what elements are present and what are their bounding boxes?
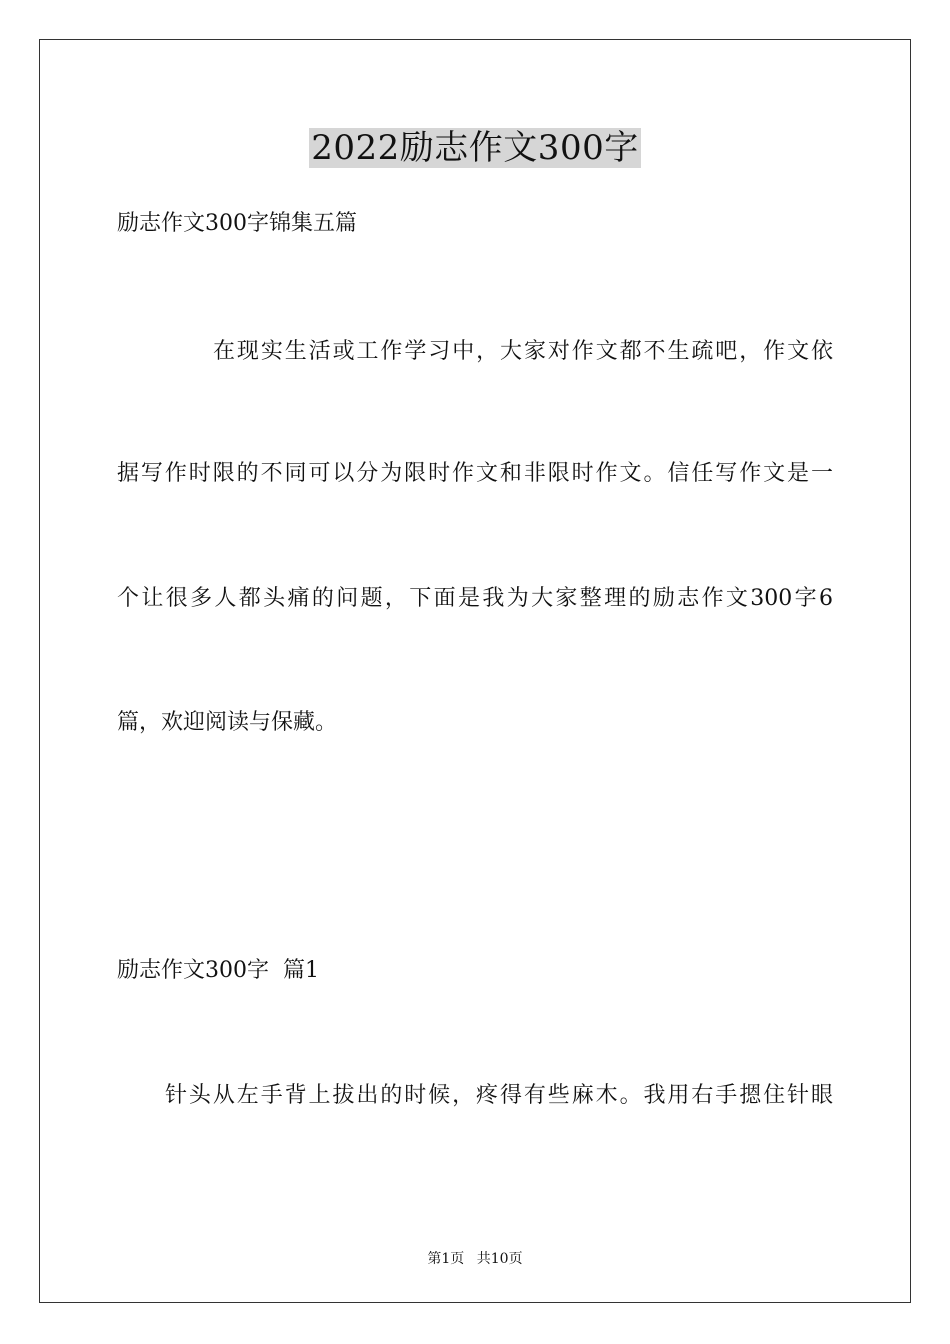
- document-subtitle: 励志作文300字锦集五篇: [117, 211, 357, 236]
- document-title: 2022励志作文300字: [311, 128, 639, 168]
- title-container: [0, 128, 950, 168]
- intro-line-3: 个让很多人都头痛的问题，下面是我为大家整理的励志作文300字6: [117, 586, 833, 611]
- page-number: 第1页: [427, 1251, 465, 1267]
- page-footer: [0, 1248, 950, 1268]
- section-heading: 励志作文300字 篇1: [117, 958, 319, 983]
- section-paragraph-line-1: 针头从左手背上拔出的时候，疼得有些麻木。我用右手摁住针眼: [165, 1083, 833, 1108]
- intro-line-4: 篇，欢迎阅读与保藏。: [117, 710, 338, 735]
- intro-line-2: 据写作时限的不同可以分为限时作文和非限时作文。信任写作文是一: [117, 461, 833, 486]
- intro-line-1: 在现实生活或工作学习中，大家对作文都不生疏吧，作文依: [213, 339, 833, 364]
- page-total: 共10页: [476, 1251, 523, 1267]
